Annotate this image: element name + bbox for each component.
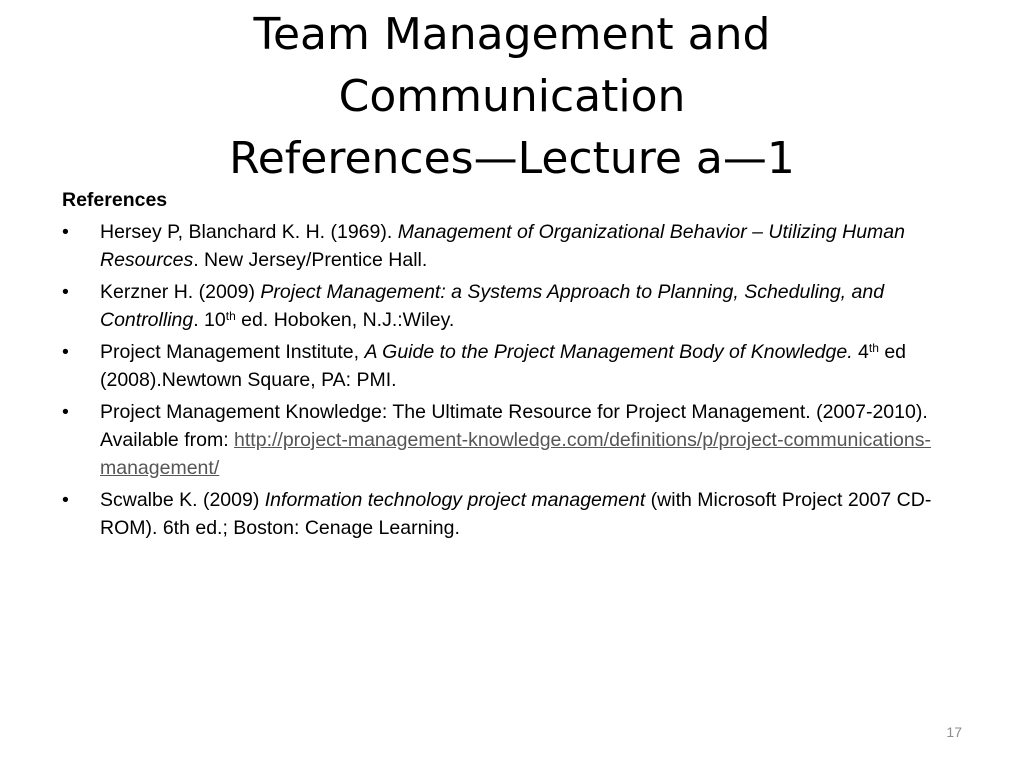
bullet-icon: • bbox=[62, 401, 69, 423]
reference-text: Project Management Knowledge: The Ultimate Resource for Project Management. (2007-2010). Available from: bbox=[100, 401, 928, 451]
reference-authors: Project Management Institute, bbox=[100, 341, 365, 363]
reference-authors: Hersey P, Blanchard K. H. (1969). bbox=[100, 221, 398, 243]
bullet-icon: • bbox=[62, 341, 69, 363]
reference-publisher: ed (2008).Newtown Square, PA: PMI. bbox=[100, 341, 907, 391]
title-line-1: Team Management and bbox=[253, 9, 771, 60]
reference-title: Project Management: a Systems Approach to Planning, Scheduling, and Controlling bbox=[100, 281, 885, 331]
reference-title: Information technology project management bbox=[264, 489, 646, 511]
reference-title: A Guide to the Project Management Body of Knowledge. bbox=[364, 341, 853, 363]
reference-item-schwalbe bbox=[62, 486, 972, 542]
reference-edition: . 10 bbox=[193, 309, 226, 331]
reference-publisher: (with Microsoft Project 2007 CD-ROM). 6th ed.; Boston: Cenage Learning. bbox=[100, 489, 932, 539]
reference-link[interactable]: http://project-management-knowledge.com/definitions/p/project-communications-management/ bbox=[100, 429, 931, 479]
bullet-icon: • bbox=[62, 221, 69, 243]
reference-item-kerzner bbox=[62, 278, 972, 334]
reference-publisher: ed. Hoboken, N.J.:Wiley. bbox=[235, 309, 455, 331]
reference-title: Management of Organizational Behavior – Utilizing Human Resources bbox=[100, 221, 905, 271]
title-line-2: Communication bbox=[338, 71, 686, 122]
reference-authors: Scwalbe K. (2009) bbox=[100, 489, 265, 511]
slide-title bbox=[40, 4, 984, 190]
title-line-3: References—Lecture a—1 bbox=[229, 133, 795, 184]
bullet-icon: • bbox=[62, 281, 69, 303]
reference-publisher: . New Jersey/Prentice Hall. bbox=[193, 249, 428, 271]
page-number: 17 bbox=[946, 724, 962, 740]
bullet-icon: • bbox=[62, 489, 69, 511]
references-section bbox=[62, 186, 972, 546]
reference-item-pm-knowledge bbox=[62, 398, 972, 482]
references-heading: References bbox=[62, 189, 168, 211]
ordinal-superscript: th bbox=[868, 341, 879, 355]
reference-authors: Kerzner H. (2009) bbox=[100, 281, 261, 303]
references-list bbox=[62, 218, 972, 542]
reference-item-hersey bbox=[62, 218, 972, 274]
reference-edition: 4 bbox=[852, 341, 869, 363]
reference-item-pmi bbox=[62, 338, 972, 394]
ordinal-superscript: th bbox=[225, 309, 236, 323]
